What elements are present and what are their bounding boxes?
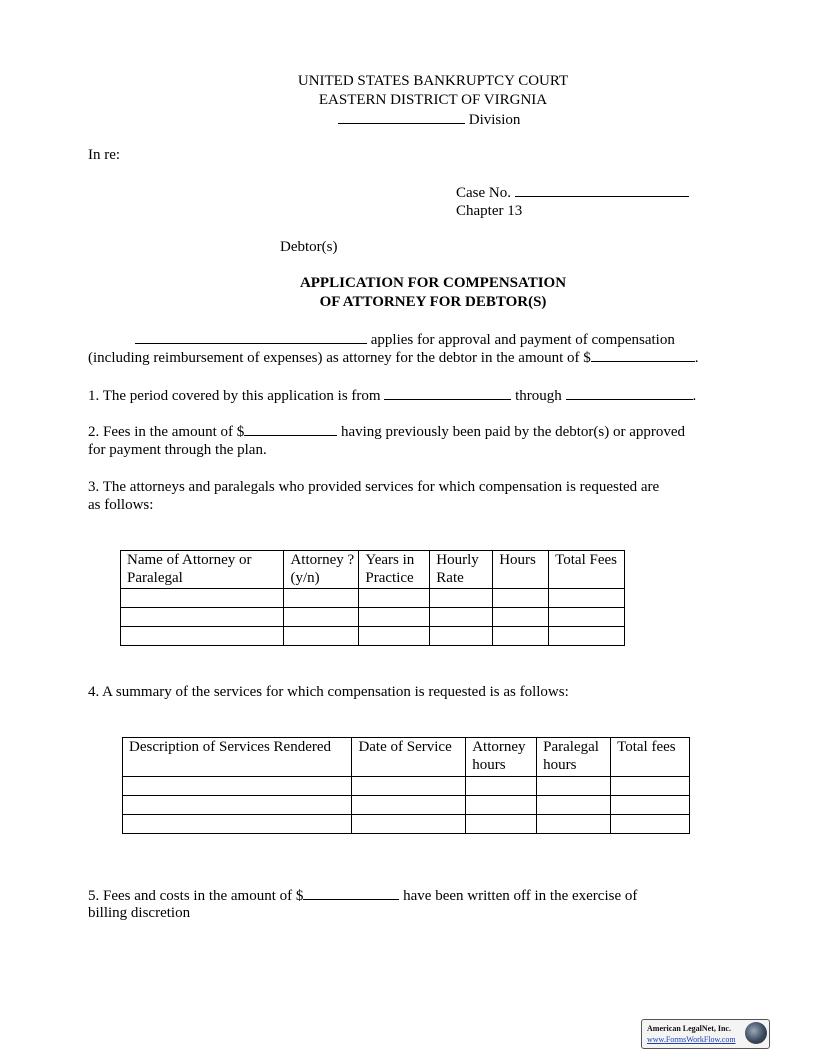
logo-url-link[interactable]: www.FormsWorkFlow.com (647, 1035, 736, 1044)
table-cell[interactable] (123, 815, 352, 834)
written-off-amount-field[interactable] (303, 886, 399, 900)
intro-text-2: (including reimbursement of expenses) as attorney for the debtor in the amount of $ (88, 350, 591, 366)
item-2-line-2: for payment through the plan. (88, 442, 267, 458)
intro-line-1 (135, 330, 675, 349)
attorney-table (120, 550, 625, 646)
table-cell[interactable] (549, 608, 625, 627)
american-legalnet-logo[interactable] (641, 1019, 770, 1049)
table-cell[interactable] (611, 815, 690, 834)
table-cell[interactable] (123, 777, 352, 796)
table-cell[interactable] (121, 589, 284, 608)
case-no-field[interactable] (515, 183, 689, 197)
table-cell[interactable] (537, 796, 611, 815)
table-cell[interactable] (493, 627, 549, 646)
table-row (121, 627, 625, 646)
table-cell[interactable] (537, 777, 611, 796)
services-table (122, 737, 690, 834)
table-cell[interactable] (352, 796, 466, 815)
debtor-label: Debtor(s) (280, 239, 338, 255)
logo-brand: American LegalNet, Inc. (647, 1024, 731, 1033)
district-name: EASTERN DISTRICT OF VIRGNIA (318, 92, 548, 108)
item-3-line-2: as follows: (88, 497, 154, 513)
table-cell[interactable] (123, 796, 352, 815)
table-cell[interactable] (493, 589, 549, 608)
table-cell[interactable] (611, 796, 690, 815)
item-3-line-1: 3. The attorneys and paralegals who provided services for which compensation is requested are (88, 479, 660, 495)
table-cell[interactable] (352, 815, 466, 834)
table-cell[interactable] (537, 815, 611, 834)
item-5-pre: 5. Fees and costs in the amount of $ (88, 888, 304, 904)
item-1-period: . (692, 388, 697, 404)
division-label: Division (468, 112, 521, 128)
item-5 (88, 886, 637, 905)
table-cell[interactable] (284, 608, 359, 627)
table-cell[interactable] (284, 627, 359, 646)
item-1 (88, 386, 696, 405)
fees-paid-amount-field[interactable] (244, 422, 337, 436)
chapter-label: Chapter 13 (456, 203, 523, 219)
table-cell[interactable] (430, 627, 493, 646)
item-2-post: having previously been paid by the debtor(s) or approved (340, 424, 686, 440)
col-header: Attorney hours (466, 738, 537, 777)
item-2-pre: 2. Fees in the amount of $ (88, 424, 245, 440)
col-header: Hourly Rate (430, 551, 493, 589)
item-2 (88, 422, 685, 441)
table-cell[interactable] (352, 777, 466, 796)
table-cell[interactable] (466, 796, 537, 815)
division-field[interactable] (338, 110, 465, 124)
table-row (123, 796, 690, 815)
item-1-through: through (515, 388, 562, 404)
case-no-label: Case No. (456, 185, 511, 201)
table-cell[interactable] (549, 589, 625, 608)
title-line-1: APPLICATION FOR COMPENSATION (299, 275, 567, 291)
table-cell[interactable] (430, 608, 493, 627)
title-line-2: OF ATTORNEY FOR DEBTOR(S) (319, 294, 547, 310)
table-cell[interactable] (611, 777, 690, 796)
col-header: Attorney ? (y/n) (284, 551, 359, 589)
table-cell[interactable] (549, 627, 625, 646)
intro-text-1: applies for approval and payment of compensation (370, 332, 675, 348)
in-re-label: In re: (88, 147, 121, 163)
services-table-header (123, 738, 690, 777)
table-row (123, 777, 690, 796)
attorney-table-header (121, 551, 625, 589)
court-name: UNITED STATES BANKRUPTCY COURT (297, 73, 569, 89)
item-1-text: 1. The period covered by this application is from (88, 388, 381, 404)
col-header: Total fees (611, 738, 690, 777)
table-cell[interactable] (121, 608, 284, 627)
intro-line-2 (88, 348, 699, 367)
col-header: Total Fees (549, 551, 625, 589)
division-line (338, 110, 520, 129)
table-cell[interactable] (121, 627, 284, 646)
table-cell[interactable] (466, 815, 537, 834)
period-from-field[interactable] (384, 386, 511, 400)
compensation-amount-field[interactable] (591, 348, 695, 362)
col-header: Name of Attorney or Paralegal (121, 551, 284, 589)
applicant-name-field[interactable] (135, 330, 367, 344)
item-5-post: have been written off in the exercise of (403, 888, 638, 904)
col-header: Date of Service (352, 738, 466, 777)
table-cell[interactable] (359, 627, 430, 646)
table-cell[interactable] (284, 589, 359, 608)
table-cell[interactable] (430, 589, 493, 608)
table-row (121, 589, 625, 608)
col-header: Paralegal hours (537, 738, 611, 777)
item-4: 4. A summary of the services for which compensation is requested is as follows: (88, 684, 569, 700)
table-cell[interactable] (466, 777, 537, 796)
period-through-field[interactable] (566, 386, 693, 400)
col-header: Years in Practice (359, 551, 430, 589)
globe-seal-icon (745, 1022, 767, 1044)
col-header: Description of Services Rendered (123, 738, 352, 777)
table-cell[interactable] (359, 589, 430, 608)
item-5-line-2: billing discretion (88, 905, 191, 921)
table-cell[interactable] (359, 608, 430, 627)
intro-period: . (694, 350, 699, 366)
case-no-line (456, 183, 689, 202)
table-row (121, 608, 625, 627)
col-header: Hours (493, 551, 549, 589)
table-cell[interactable] (493, 608, 549, 627)
table-row (123, 815, 690, 834)
